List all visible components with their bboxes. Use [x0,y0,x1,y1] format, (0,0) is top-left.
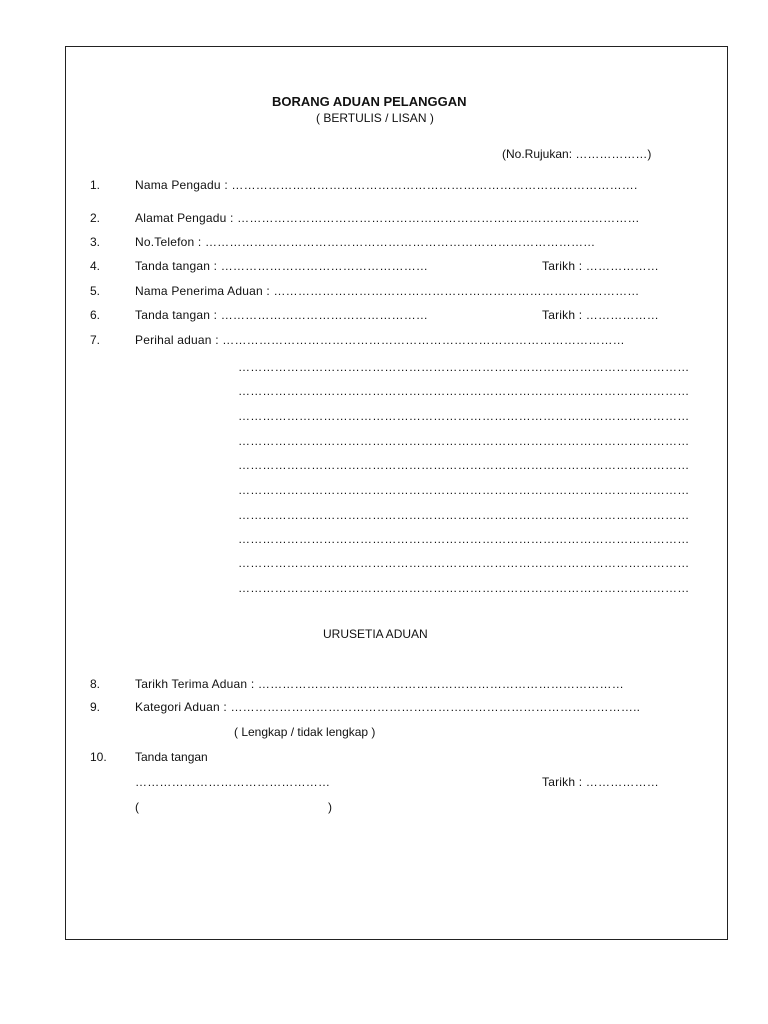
item-number: 4. [90,259,101,273]
item-number: 10. [90,750,107,764]
name-bracket-close: ) [328,800,332,814]
field-receiver-date: Tarikh : ……………… [542,308,660,322]
field-receiver-signature: Tanda tangan : …………………………………………… [135,308,429,322]
signature-line: ………………………………………… [135,775,331,789]
field-date: Tarikh : ……………… [542,259,660,273]
form-subtitle: ( BERTULIS / LISAN ) [316,111,434,125]
field-telephone: No.Telefon : …………………………………………………………………………………… [135,235,596,249]
item-number: 8. [90,677,101,691]
description-line: ………………………………………………………………………………………………… [238,360,690,374]
field-complaint-subject: Perihal aduan : ……………………………………………………………………………………… [135,333,625,347]
field-complainant-name: Nama Pengadu : ………………………………………………………………………………………. [135,178,638,192]
description-line: ………………………………………………………………………………………………… [238,384,690,398]
field-complaint-category: Kategori Aduan : ……………………………………………………………………………………….. [135,700,641,714]
description-line: ………………………………………………………………………………………………… [238,434,690,448]
signature-date: Tarikh : ……………… [542,775,660,789]
item-number: 2. [90,211,101,225]
description-line: ………………………………………………………………………………………………… [238,409,690,423]
item-number: 1. [90,178,101,192]
item-number: 5. [90,284,101,298]
item-number: 7. [90,333,101,347]
category-note: ( Lengkap / tidak lengkap ) [234,725,376,739]
description-line: ………………………………………………………………………………………………… [238,581,690,595]
name-bracket-open: ( [135,800,139,814]
description-line: ………………………………………………………………………………………………… [238,508,690,522]
item-number: 9. [90,700,101,714]
description-line: ………………………………………………………………………………………………… [238,483,690,497]
description-line: ………………………………………………………………………………………………… [238,458,690,472]
field-signature: Tanda tangan : …………………………………………… [135,259,429,273]
form-title: BORANG ADUAN PELANGGAN [272,94,467,109]
section-heading: URUSETIA ADUAN [323,627,428,641]
field-complainant-address: Alamat Pengadu : ……………………………………………………………………………………… [135,211,640,225]
field-receiver-name: Nama Penerima Aduan : ……………………………………………………………………………… [135,284,640,298]
reference-number: (No.Rujukan: ………………) [502,147,652,161]
description-line: ………………………………………………………………………………………………… [238,532,690,546]
description-line: ………………………………………………………………………………………………… [238,556,690,570]
field-received-date: Tarikh Terima Aduan : ……………………………………………………………………………… [135,677,624,691]
field-officer-signature-label: Tanda tangan [135,750,208,764]
item-number: 3. [90,235,101,249]
item-number: 6. [90,308,101,322]
